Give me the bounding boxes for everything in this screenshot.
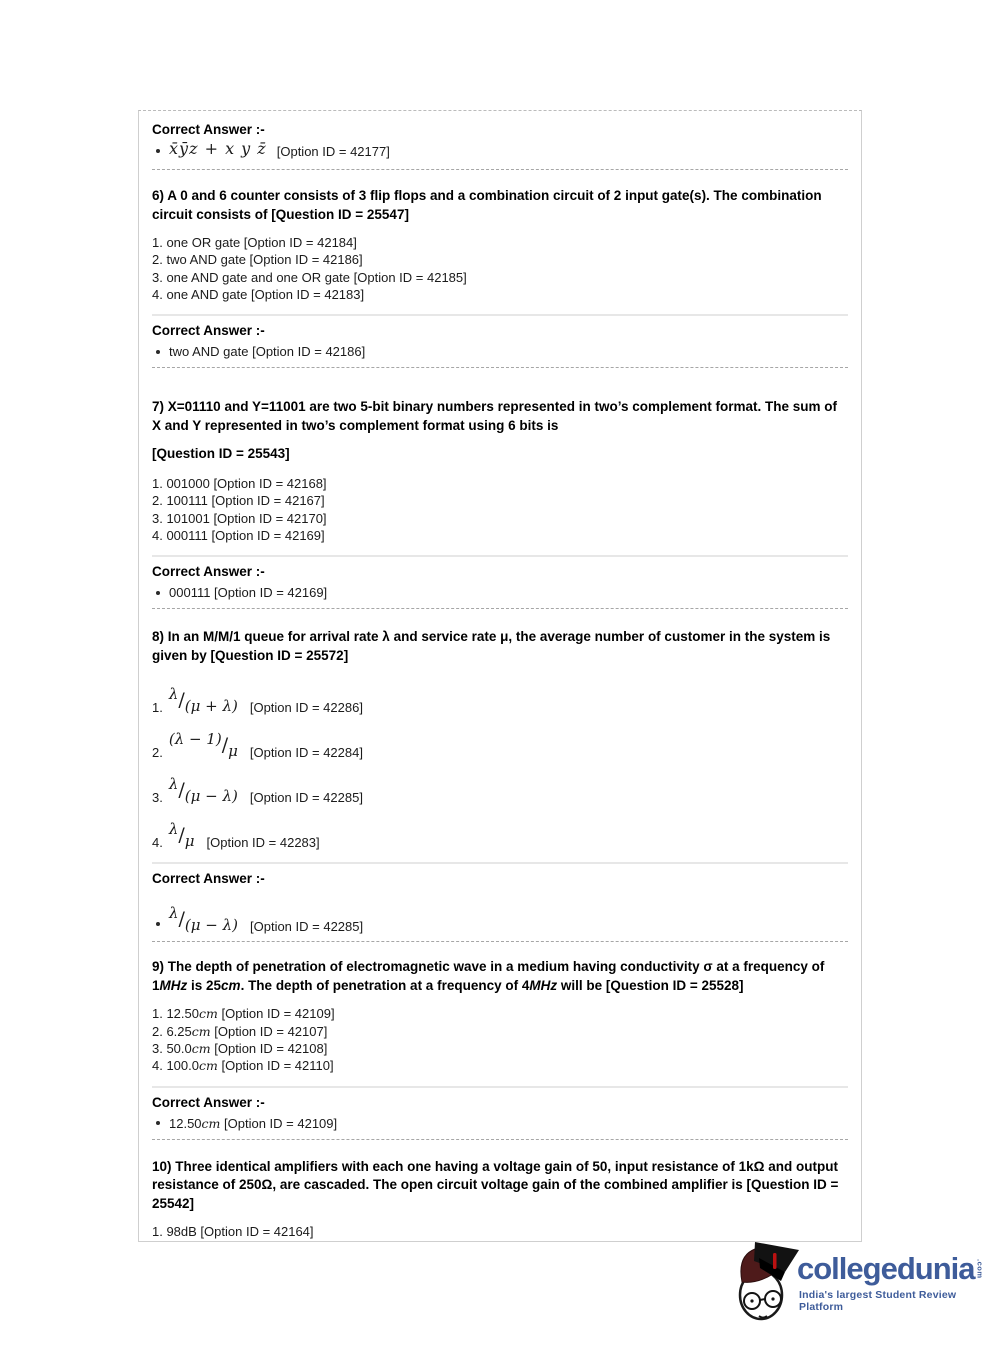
answer-item: [156, 1115, 848, 1132]
question-7-options: [152, 475, 848, 544]
option-number: 1.: [152, 700, 163, 716]
option: 1. 12.50cm [Option ID = 42109]: [152, 1006, 335, 1022]
option: [152, 718, 848, 761]
option-id: [Option ID = 42285]: [250, 919, 364, 935]
correct-answer-label: Correct Answer :-: [152, 564, 265, 580]
option-id: [Option ID = 42283]: [206, 835, 320, 851]
answer-formula: λ/(μ − λ): [169, 904, 238, 935]
correct-answer-label: Correct Answer :-: [152, 1094, 265, 1110]
section-divider: [152, 608, 848, 609]
option: 4. one AND gate [Option ID = 42183]: [152, 286, 365, 302]
option: [152, 808, 848, 851]
option: 3. 101001 [Option ID = 42170]: [152, 510, 327, 526]
option: 4. 100.0cm [Option ID = 42110]: [152, 1058, 334, 1074]
question-6-text: 6) A 0 and 6 counter consists of 3 flip flops and a combination circuit of 2 input gate(s). The combination circuit consists of [Question ID = 25547]: [152, 188, 822, 222]
section-divider: [152, 367, 848, 368]
answer-item: [156, 891, 848, 935]
question-6-options: [152, 234, 848, 303]
option: 1. one OR gate [Option ID = 42184]: [152, 235, 357, 250]
option: [152, 673, 848, 716]
bullet-icon: [156, 922, 160, 926]
answer-text: 12.50cm [Option ID = 42109]: [169, 1115, 338, 1131]
correct-answer-label: Correct Answer :-: [152, 122, 265, 137]
option-number: 2.: [152, 745, 163, 761]
option-number: 4.: [152, 835, 163, 851]
question-paper-panel: [138, 110, 862, 1242]
question-9-options: [152, 1005, 848, 1074]
option: 4. 000111 [Option ID = 42169]: [152, 528, 325, 544]
mascot-icon: [733, 1240, 801, 1324]
question-10-text: 10) Three identical amplifiers with each one having a voltage gain of 50, input resistance of 1kΩ and output resistance of 250Ω, are cascaded. The open circuit voltage gain of the combined amplifier is [Question ID = 25542]: [152, 1158, 839, 1211]
option-formula: (λ − 1)/μ: [168, 730, 238, 761]
question-10-options: [152, 1223, 848, 1240]
option: 2. 6.25cm [Option ID = 42107]: [152, 1023, 328, 1039]
option-id: [Option ID = 42284]: [249, 745, 363, 761]
answer-divider: [152, 314, 848, 316]
option: 1. 001000 [Option ID = 42168]: [152, 476, 327, 492]
section-divider: [152, 1139, 848, 1140]
bullet-icon: [156, 591, 160, 595]
answer-text: 000111 [Option ID = 42169]: [169, 585, 328, 601]
option: 3. one AND gate and one OR gate [Option ID = 42185]: [152, 269, 467, 285]
option-formula: λ/(μ − λ): [168, 775, 238, 806]
correct-answer-label: Correct Answer :-: [152, 323, 265, 339]
collegedunia-logo: [733, 1240, 983, 1330]
answer-item: [156, 343, 848, 360]
answer-divider: [152, 862, 848, 864]
section-divider: [152, 169, 848, 170]
option: 3. 50.0cm [Option ID = 42108]: [152, 1040, 328, 1056]
question-9-text: 9) The depth of penetration of electromagnetic wave in a medium having conductivity σ at a frequency of 1MHz is 25cm. The depth of penetration at a frequency of 4MHz will be [Question ID = 25528]: [152, 959, 825, 993]
bullet-icon: [156, 1121, 160, 1125]
brand-tagline: India's largest Student Review Platform: [799, 1289, 957, 1313]
option: 1. 98dB [Option ID = 42164]: [152, 1224, 314, 1240]
option: [152, 763, 848, 806]
question-8-text: 8) In an M/M/1 queue for arrival rate λ and service rate μ, the average number of customer in the system is given by [Question ID = 25572]: [152, 629, 831, 663]
answer-text: two AND gate [Option ID = 42186]: [169, 344, 366, 360]
option: 2. two AND gate [Option ID = 42186]: [152, 252, 363, 268]
option-number: 3.: [152, 790, 163, 806]
bullet-icon: [156, 350, 160, 354]
question-7-text: 7) X=01110 and Y=11001 are two 5-bit binary numbers represented in two’s complement format. The sum of X and Y represented in two’s complement format using 6 bits is: [152, 399, 837, 433]
option-formula: λ/μ: [168, 820, 195, 851]
option-formula: λ/(μ + λ): [168, 685, 238, 716]
answer-item: [156, 584, 848, 601]
answer-formula: x̄ȳz + x y z̄: [169, 139, 267, 158]
brand-row: [797, 1253, 984, 1285]
brand-text: collegedunia: [797, 1251, 975, 1286]
answer-divider: [152, 555, 848, 557]
question-8-options: [152, 673, 848, 851]
answer-item: [156, 139, 848, 160]
option-id: [Option ID = 42285]: [249, 790, 363, 806]
correct-answer-label: Correct Answer :-: [152, 871, 265, 887]
option-id: [Option ID = 42177]: [276, 144, 390, 159]
bullet-icon: [156, 149, 160, 153]
option: 2. 100111 [Option ID = 42167]: [152, 493, 325, 509]
option-id: [Option ID = 42286]: [249, 700, 363, 716]
section-divider: [152, 941, 848, 942]
brand-tld: .com: [975, 1259, 985, 1279]
question-7-id: [Question ID = 25543]: [152, 446, 290, 462]
answer-divider: [152, 1086, 848, 1088]
